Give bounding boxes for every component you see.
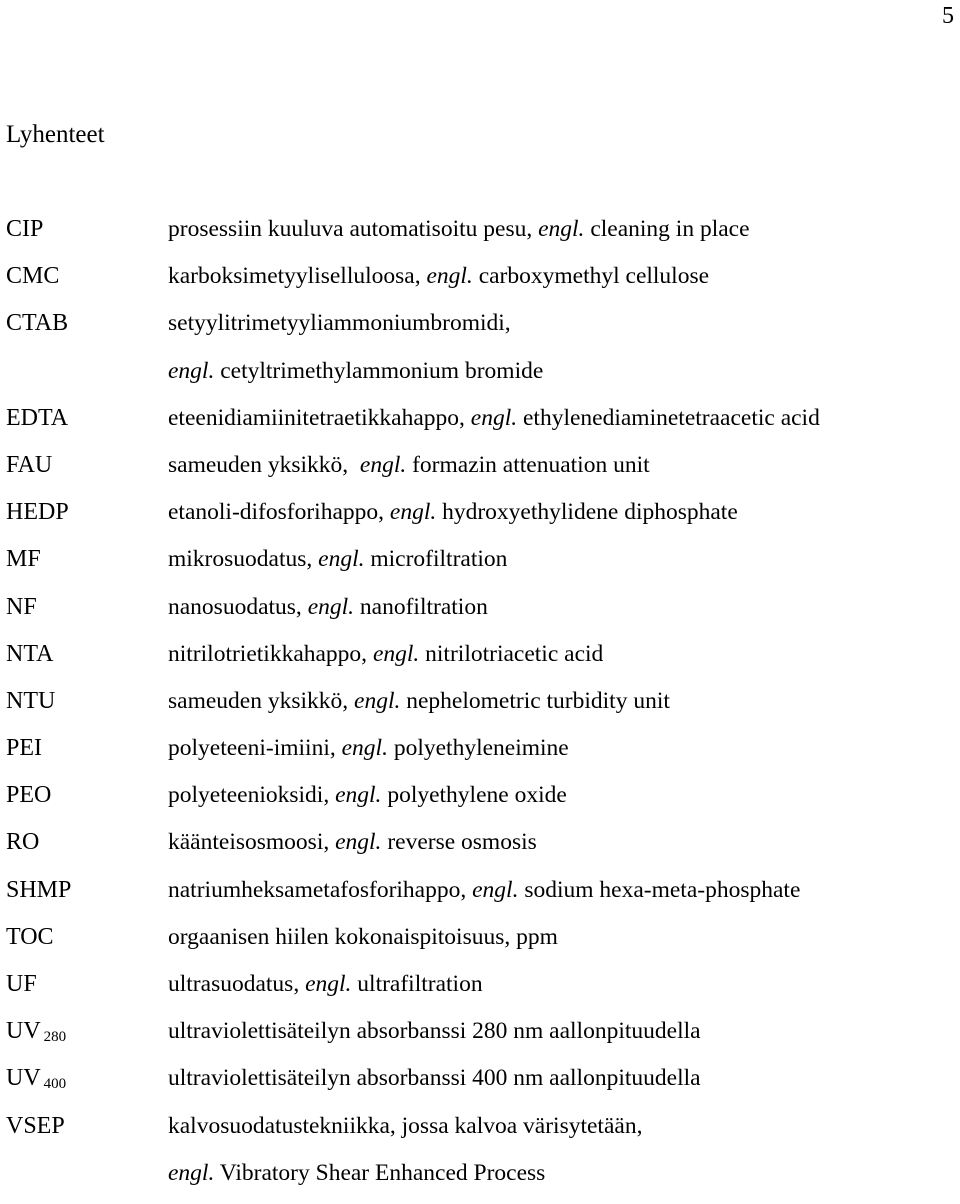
abbreviation-definition [168, 1015, 701, 1062]
english-definition: nanofiltration [354, 593, 488, 620]
abbreviation-text: MF [6, 546, 41, 573]
engl-marker: engl. [318, 546, 365, 573]
finnish-definition: kalvosuodatustekniikka, jossa kalvoa värisytetään, [168, 1112, 643, 1139]
definition-line [168, 260, 709, 307]
abbreviation-row [0, 496, 960, 543]
definition-line [168, 449, 650, 496]
engl-marker: engl. [470, 404, 518, 431]
definition-line [168, 355, 543, 402]
engl-marker: engl. [538, 216, 585, 242]
english-definition: carboxymethyl cellulose [472, 263, 710, 290]
abbreviation-term [6, 779, 51, 811]
abbreviation-term [6, 307, 68, 339]
english-definition: Vibratory Shear Enhanced Process [214, 1159, 546, 1186]
english-definition: hydroxyethylidene diphosphate [436, 499, 738, 526]
finnish-definition: orgaanisen hiilen kokonaispitoisuus, ppm [168, 923, 558, 950]
definition-line [168, 638, 603, 685]
abbreviation-term [6, 260, 59, 292]
finnish-definition: nitrilotrietikkahappo, [168, 640, 373, 667]
abbreviation-term [6, 732, 42, 764]
abbreviation-definition [168, 591, 488, 638]
abbreviation-text: EDTA [6, 404, 69, 431]
engl-marker: engl. [472, 876, 519, 903]
abbreviation-term [6, 1110, 65, 1142]
abbreviation-term [6, 402, 68, 434]
abbreviation-row [0, 543, 960, 590]
engl-marker: engl. [305, 971, 352, 998]
abbreviation-row [0, 449, 960, 496]
english-definition: microfiltration [364, 546, 508, 573]
abbreviation-definition [168, 543, 507, 590]
definition-line [168, 968, 483, 1015]
definition-line [168, 307, 543, 354]
engl-marker: engl. [307, 593, 355, 620]
abbreviation-definition [168, 449, 650, 496]
abbreviation-text: PEO [6, 782, 52, 809]
abbreviation-row [0, 1062, 960, 1109]
finnish-definition: karboksimetyyliselluloosa, [168, 263, 427, 290]
abbreviation-text: NF [6, 593, 37, 620]
abbreviation-text: HEDP [6, 499, 69, 526]
definition-line [168, 1110, 642, 1157]
definition-line [168, 826, 537, 873]
abbreviation-term [6, 591, 37, 623]
finnish-definition: polyeteenioksidi, [168, 782, 336, 809]
abbreviation-row [0, 732, 960, 779]
engl-marker: engl. [335, 829, 382, 856]
engl-marker: engl. [426, 263, 473, 290]
abbreviation-row [0, 968, 960, 1015]
finnish-definition: käänteisosmoosi, [168, 829, 336, 856]
abbreviation-row [0, 307, 960, 401]
abbreviation-term [6, 543, 41, 575]
engl-marker: engl. [168, 1159, 215, 1186]
abbreviation-text: TOC [6, 923, 54, 950]
abbreviation-definition [168, 874, 800, 921]
abbreviation-text: CTAB [6, 310, 69, 337]
finnish-definition: polyeteeni-imiini, [168, 735, 342, 762]
finnish-definition: etanoli-difosforihappo, [168, 499, 390, 526]
english-definition: nitrilotriacetic acid [419, 640, 604, 667]
abbreviation-text: SHMP [6, 876, 72, 903]
abbreviation-definition [168, 1110, 642, 1204]
definition-line [168, 921, 558, 968]
definition-line [168, 732, 569, 779]
definition-line [168, 496, 738, 543]
engl-marker: engl. [354, 687, 401, 714]
abbreviation-term [6, 496, 69, 528]
abbreviation-definition [168, 685, 670, 732]
abbreviation-text: UV [6, 1065, 41, 1092]
finnish-definition: ultraviolettisäteilyn absorbanssi 400 nm aallonpituudella [168, 1065, 701, 1092]
abbreviation-term [6, 874, 71, 906]
finnish-definition: natriumheksametafosforihappo, [168, 876, 473, 903]
finnish-definition: ultraviolettisäteilyn absorbanssi 280 nm aallonpituudella [168, 1018, 701, 1045]
abbreviation-subscript: 400 [43, 1076, 67, 1093]
definition-line [168, 1015, 701, 1062]
engl-marker: engl. [341, 735, 388, 762]
english-definition: reverse osmosis [381, 829, 537, 856]
page-number: 5 [942, 3, 954, 29]
abbreviation-row [0, 591, 960, 638]
finnish-definition: sameuden yksikkö, [168, 451, 360, 478]
definition-line [168, 402, 820, 449]
definition-line [168, 874, 800, 921]
abbreviation-definition [168, 213, 750, 260]
abbreviation-definition [168, 826, 537, 873]
abbreviation-text: CMC [6, 263, 60, 290]
finnish-definition: mikrosuodatus, [168, 546, 319, 573]
finnish-definition: ultrasuodatus, [168, 971, 306, 998]
abbreviation-term [6, 449, 52, 481]
abbreviation-text: PEI [6, 735, 42, 762]
abbreviation-text: NTA [6, 640, 54, 667]
english-definition: ultrafiltration [351, 971, 483, 998]
abbreviation-term [6, 1062, 66, 1100]
engl-marker: engl. [359, 451, 407, 478]
engl-marker: engl. [389, 499, 437, 526]
abbreviation-row [0, 779, 960, 826]
abbreviation-definition [168, 260, 709, 307]
abbreviation-term [6, 1015, 66, 1053]
english-definition: cetyltrimethylammonium bromide [214, 357, 544, 384]
english-definition: polyethyleneimine [387, 735, 569, 762]
abbreviation-subscript: 280 [43, 1029, 67, 1046]
abbreviation-row [0, 826, 960, 873]
abbreviation-definition [168, 968, 483, 1015]
definition-line [168, 591, 488, 638]
finnish-definition: setyylitrimetyyliammoniumbromidi, [168, 310, 511, 337]
abbreviation-definition [168, 307, 543, 401]
english-definition: ethylenediaminetetraacetic acid [517, 404, 820, 431]
definition-line [168, 1062, 701, 1109]
abbreviation-definition [168, 732, 569, 779]
engl-marker: engl. [168, 357, 215, 384]
definition-line [168, 1157, 642, 1204]
abbreviation-definition [168, 779, 567, 826]
finnish-definition: nanosuodatus, [168, 593, 308, 620]
definition-line [168, 543, 507, 590]
abbreviation-definition [168, 1062, 701, 1109]
page-heading: Lyhenteet [6, 121, 105, 148]
definition-line [168, 213, 750, 260]
definition-line [168, 685, 670, 732]
abbreviation-row [0, 213, 960, 260]
english-definition: polyethylene oxide [381, 782, 567, 809]
finnish-definition: prosessiin kuuluva automatisoitu pesu, [168, 216, 539, 242]
abbreviation-definition [168, 402, 820, 449]
abbreviation-row [0, 638, 960, 685]
abbreviation-row [0, 685, 960, 732]
abbreviation-text: RO [6, 829, 40, 856]
abbreviation-list [0, 213, 960, 1204]
abbreviation-text: NTU [6, 687, 56, 714]
abbreviation-row [0, 260, 960, 307]
english-definition: formazin attenuation unit [406, 451, 650, 478]
abbreviation-term [6, 685, 55, 717]
abbreviation-term [6, 213, 43, 245]
abbreviation-row [0, 921, 960, 968]
abbreviation-term [6, 968, 37, 1000]
finnish-definition: sameuden yksikkö, [168, 687, 355, 714]
abbreviation-text: UV [6, 1018, 41, 1045]
abbreviation-row [0, 1110, 960, 1204]
abbreviation-definition [168, 638, 603, 685]
abbreviation-row [0, 874, 960, 921]
abbreviation-row [0, 1015, 960, 1062]
engl-marker: engl. [335, 782, 382, 809]
abbreviation-text: CIP [6, 216, 44, 242]
engl-marker: engl. [372, 640, 420, 667]
abbreviation-term [6, 826, 39, 858]
abbreviation-text: FAU [6, 451, 53, 478]
abbreviation-row [0, 402, 960, 449]
abbreviation-text: VSEP [6, 1112, 65, 1139]
english-definition: nephelometric turbidity unit [400, 687, 670, 714]
abbreviation-definition [168, 496, 738, 543]
definition-line [168, 779, 567, 826]
abbreviation-term [6, 921, 54, 953]
abbreviation-term [6, 638, 53, 670]
finnish-definition: eteenidiamiinitetraetikkahappo, [168, 404, 471, 431]
english-definition: sodium hexa-meta-phosphate [518, 876, 801, 903]
abbreviation-text: UF [6, 971, 37, 998]
english-definition: cleaning in place [584, 216, 750, 242]
abbreviation-definition [168, 921, 558, 968]
